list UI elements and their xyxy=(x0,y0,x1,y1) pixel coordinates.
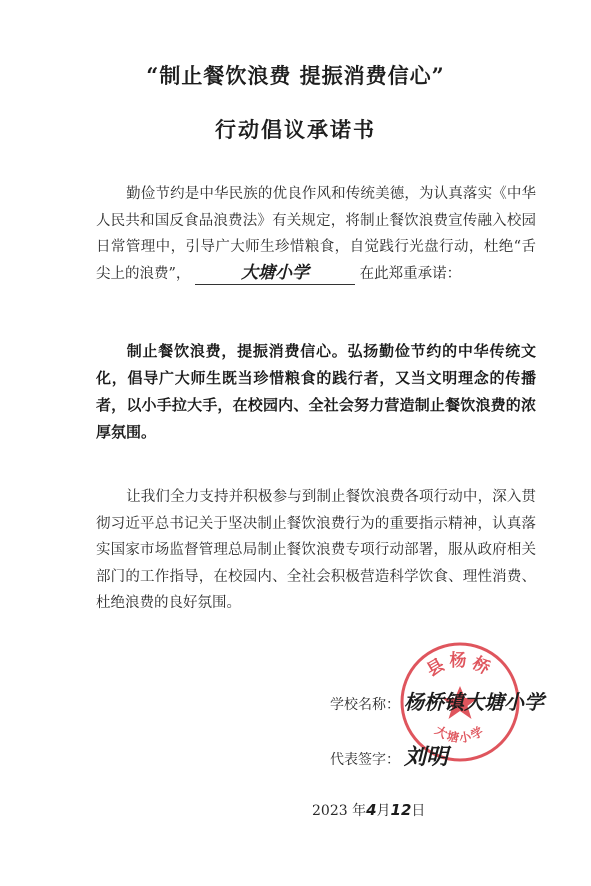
representative-row xyxy=(330,740,448,771)
intro-text: 勤俭节约是中华民族的优良作风和传统美德，为认真落实《中华人民共和国反食品浪费法》有关规定，将制止餐饮浪费宣传融入校园日常管理中，引导广大师生珍惜粮食，自觉践行光盘行动，杜绝“舌尖上的浪费”， xyxy=(96,186,536,282)
paragraph-call-to-action xyxy=(96,484,536,617)
seal-text-bottom: 大塘小学 xyxy=(432,723,488,746)
commitment-text: 制止餐饮浪费，提振消费信心。弘扬勤俭节约的中华传统文化，倡导广大师生既当珍惜粮食的践行者，又当文明理念的传播者，以小手拉大手，在校园内、全社会努力营造制止餐饮浪费的浓厚氛围。 xyxy=(96,342,536,441)
school-name-row xyxy=(330,686,544,715)
school-name-label: 学校名称： xyxy=(330,697,400,713)
date-month-unit: 月 xyxy=(376,803,391,819)
date-row xyxy=(312,800,425,820)
representative-signature: 刘明 xyxy=(404,745,449,770)
representative-label: 代表签字： xyxy=(330,752,400,768)
paragraph-intro xyxy=(96,181,536,287)
call-to-action-text: 让我们全力支持并积极参与到制止餐饮浪费各项行动中，深入贯彻习近平总书记关于坚决制止餐饮浪费行为的重要指示精神，认真落实国家市场监督管理总局制止餐饮浪费专项行动部署，服从政府相关部门的工作指导，在校园内、全社会积极营造科学饮食、理性消费、杜绝浪费的良好氛围。 xyxy=(96,489,536,611)
intro-text-end: 在此郑重承诺： xyxy=(359,265,462,282)
school-fill-handwriting: 大塘小学 xyxy=(241,262,310,283)
document-title: “制止餐饮浪费 提振消费信心” xyxy=(146,63,445,88)
paragraph-commitment xyxy=(96,338,536,446)
date-year: 2023 年 xyxy=(312,803,367,819)
date-day-handwriting: 12 xyxy=(390,801,412,819)
document-subtitle: 行动倡议承诺书 xyxy=(215,117,376,142)
seal-text-top: 县杨桥 xyxy=(423,651,497,681)
school-fill-line xyxy=(195,264,355,285)
date-day-unit: 日 xyxy=(411,803,426,819)
date-month-handwriting: 4 xyxy=(366,801,377,819)
school-name-handwriting: 杨桥镇大塘小学 xyxy=(404,690,544,714)
